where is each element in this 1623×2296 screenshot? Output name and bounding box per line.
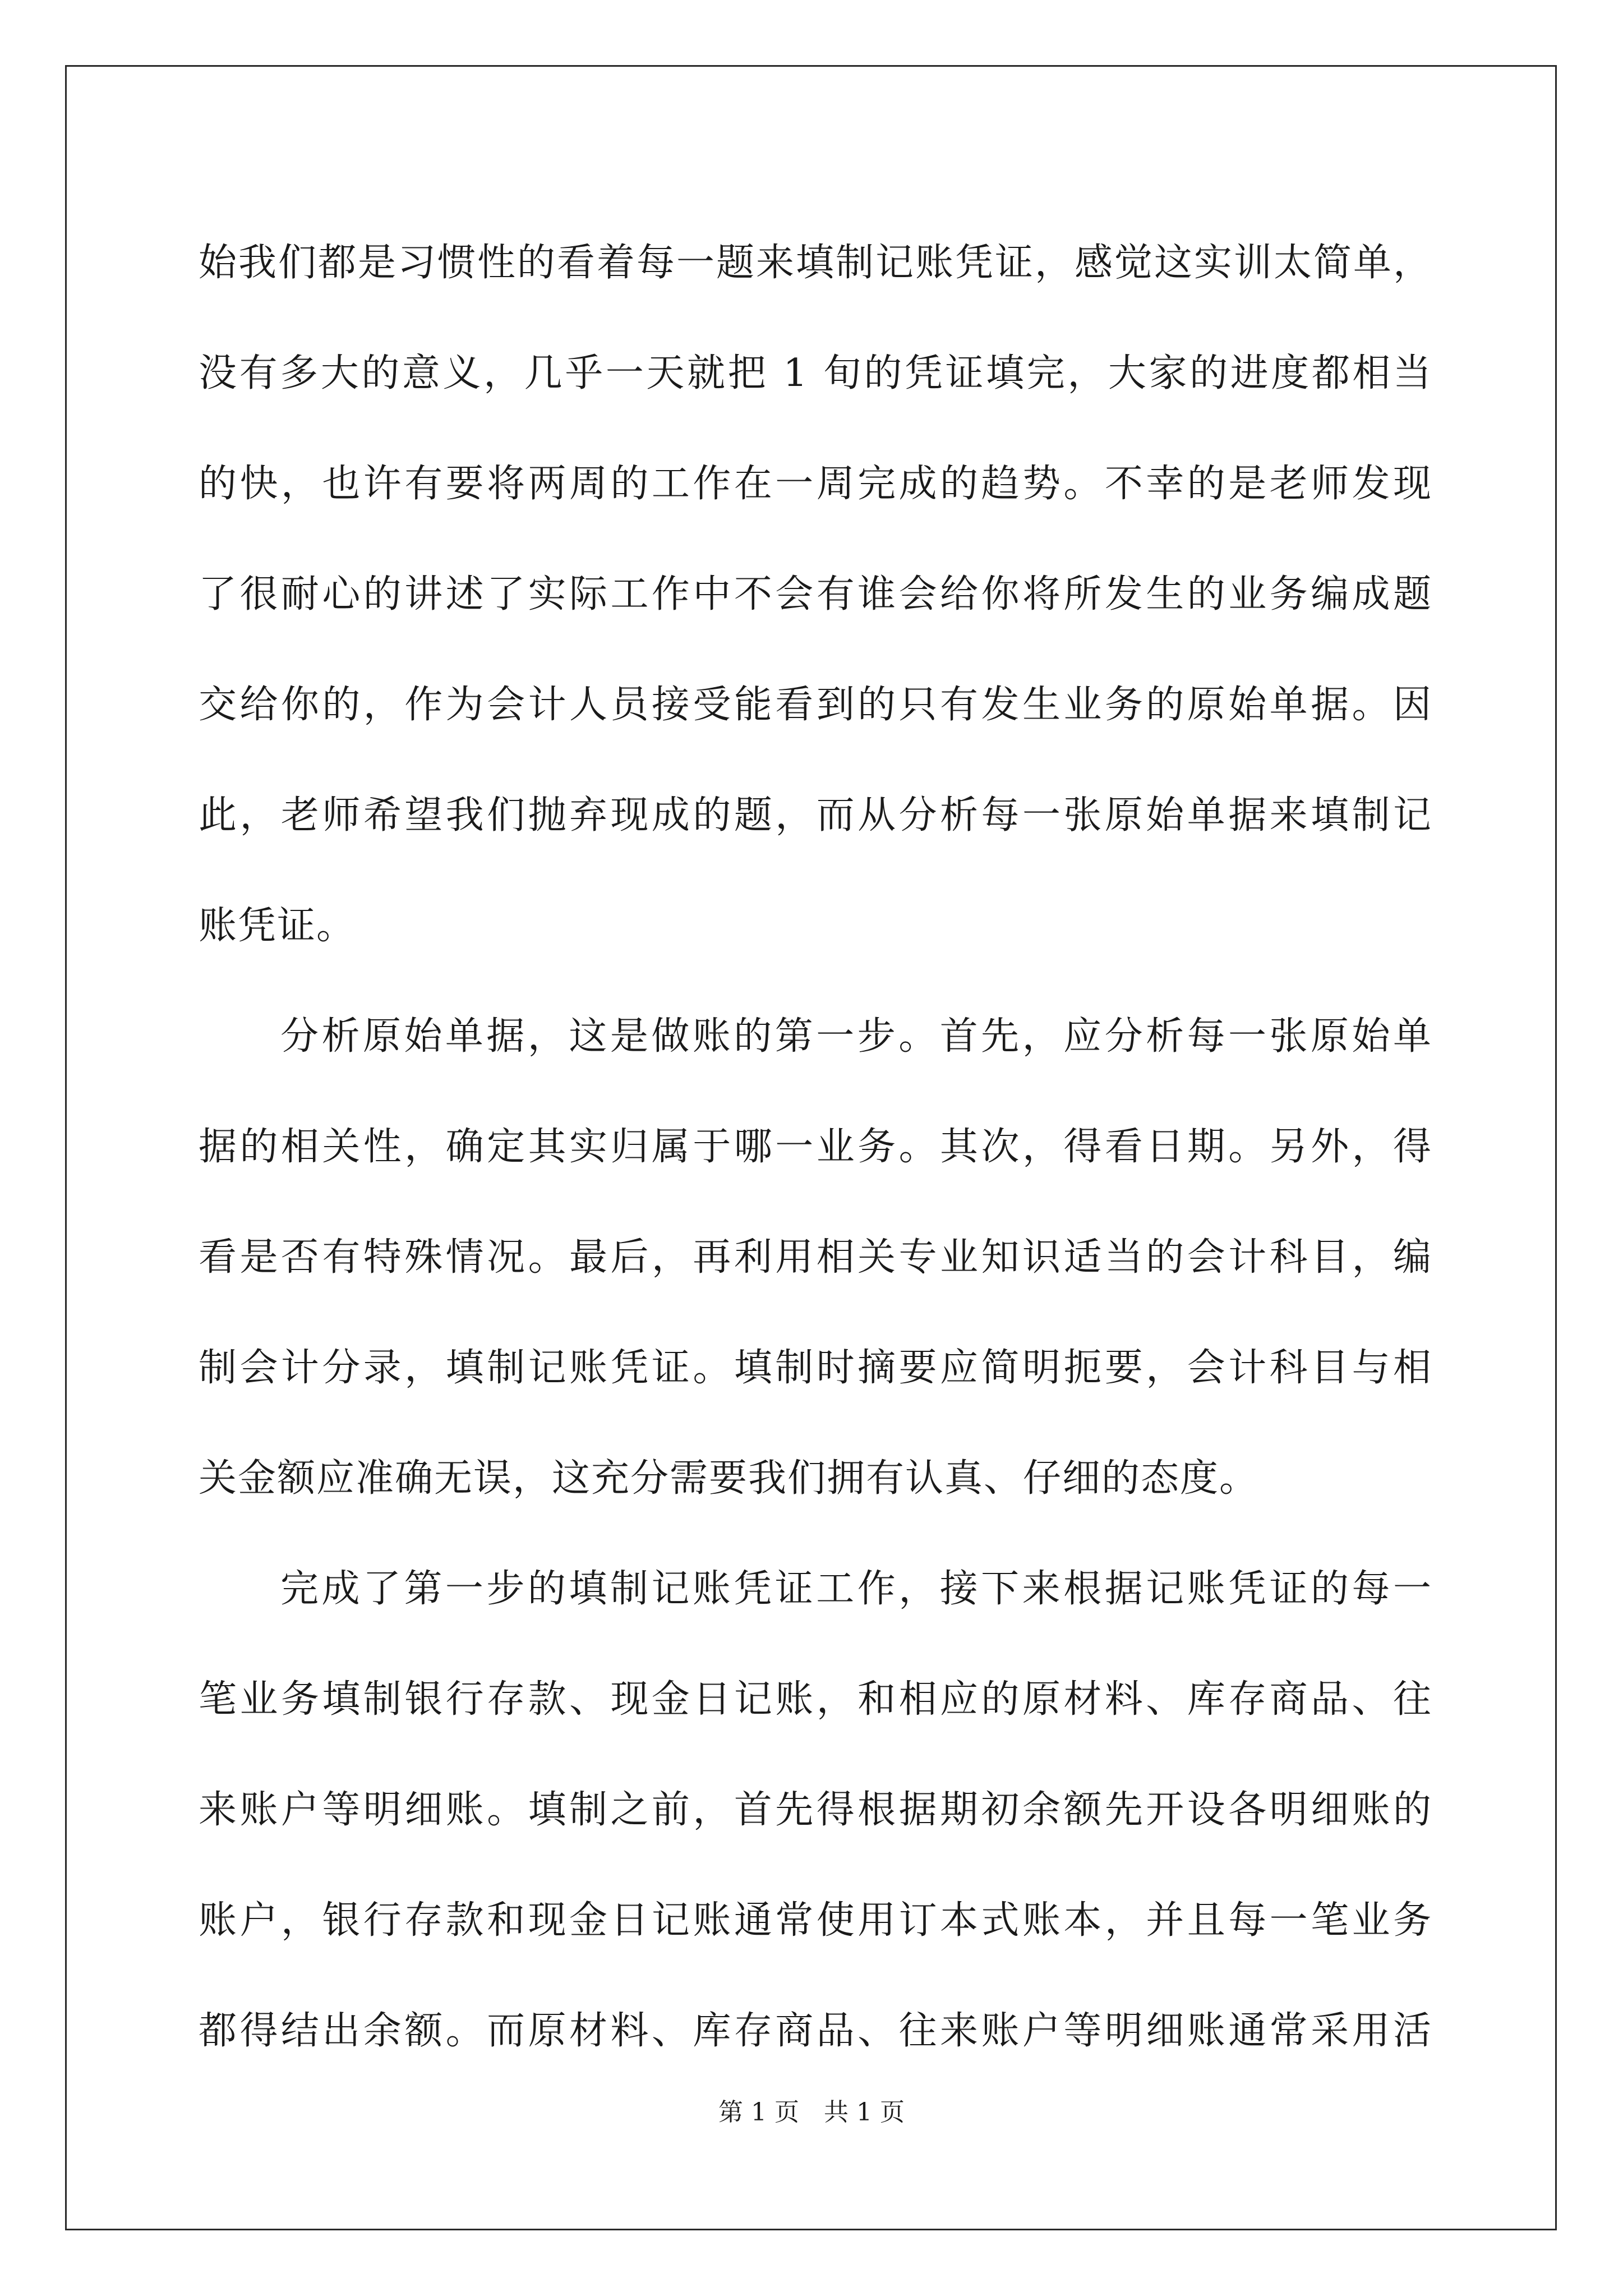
text-line: 此，老师希望我们抛弃现成的题，而从分析每一张原始单据来填制记 xyxy=(199,793,1432,838)
document-body xyxy=(199,208,1432,2086)
page-footer: 第 1 页 共 1 页 xyxy=(718,2098,905,2127)
text-line: 制会计分录，填制记账凭证。填制时摘要应简明扼要，会计科目与相 xyxy=(199,1346,1432,1390)
text-line: 没有多大的意义，几乎一天就把 1 旬的凭证填完，大家的进度都相当 xyxy=(199,351,1432,395)
text-line: 看是否有特殊情况。最后，再利用相关专业知识适当的会计科目，编 xyxy=(199,1235,1432,1280)
text-line: 交给你的，作为会计人员接受能看到的只有发生业务的原始单据。因 xyxy=(199,683,1432,727)
text-line: 都得结出余额。而原材料、库存商品、往来账户等明细账通常采用活 xyxy=(199,2009,1432,2053)
text-line: 据的相关性，确定其实归属于哪一业务。其次，得看日期。另外，得 xyxy=(199,1125,1432,1169)
text-line: 关金额应准确无误，这充分需要我们拥有认真、仔细的态度。 xyxy=(199,1456,1259,1501)
paragraph-start-line: 分析原始单据，这是做账的第一步。首先，应分析每一张原始单 xyxy=(280,1014,1432,1059)
text-line: 了很耐心的讲述了实际工作中不会有谁会给你将所发生的业务编成题 xyxy=(199,572,1432,616)
text-line: 始我们都是习惯性的看着每一题来填制记账凭证，感觉这实训太简单， xyxy=(199,241,1432,285)
text-line: 笔业务填制银行存款、现金日记账，和相应的原材料、库存商品、往 xyxy=(199,1677,1432,1722)
text-line: 的快，也许有要将两周的工作在一周完成的趋势。不幸的是老师发现 xyxy=(199,462,1432,506)
text-line: 账户，银行存款和现金日记账通常使用订本式账本，并且每一笔业务 xyxy=(199,1898,1432,1943)
paragraph-start-line: 完成了第一步的填制记账凭证工作，接下来根据记账凭证的每一 xyxy=(280,1567,1432,1611)
text-line: 来账户等明细账。填制之前，首先得根据期初余额先开设各明细账的 xyxy=(199,1788,1432,1832)
text-line: 账凭证。 xyxy=(199,904,356,948)
